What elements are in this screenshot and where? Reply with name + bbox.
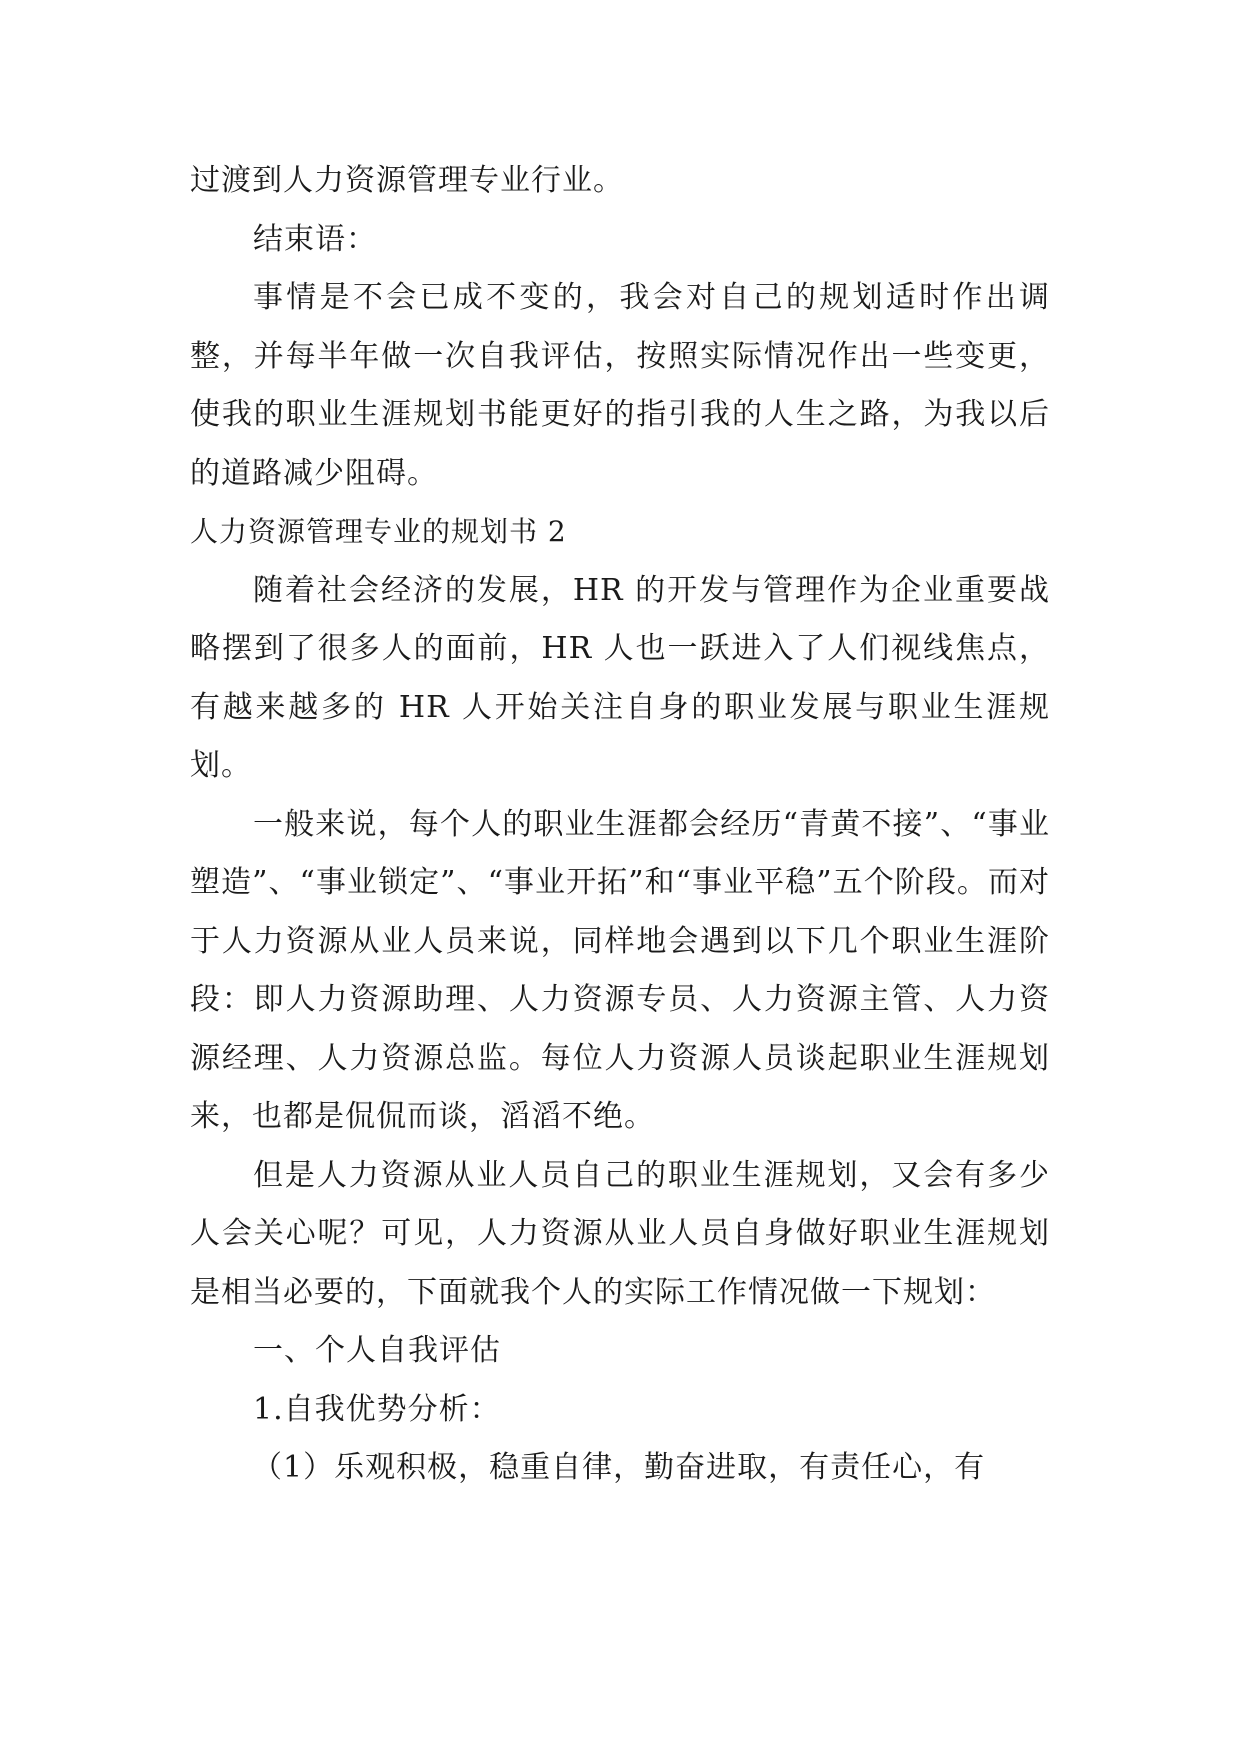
self-assessment-heading: 一、个人自我评估 bbox=[253, 1333, 501, 1368]
career-stages-paragraph: 一般来说，每个人的职业生涯都会经历“青黄不接”、“事业塑造”、“事业锁定”、“事业开拓”和“事业平稳”五个阶段。而对于人力资源从业人员来说，同样地会遇到以下几个职业生涯阶段：即人力资源助理、人力资源专员、人力资源主管、人力资源经理、人力资源总监。每位人力资源人员谈起职业生涯规划来，也都是侃侃而谈，滔滔不绝。 bbox=[190, 806, 1050, 1134]
strength-analysis-heading: 1.自我优势分析： bbox=[253, 1391, 501, 1427]
intro-paragraph: 随着社会经济的发展，HR 的开发与管理作为企业重要战略摆到了很多人的面前，HR 人也一跃进入了人们视线焦点，有越来越多的 HR 人开始关注自身的职业发展与职业生涯规划。 bbox=[190, 572, 1050, 783]
section-title: 人力资源管理专业的规划书 2 bbox=[190, 515, 567, 548]
conclusion-heading: 结束语： bbox=[253, 221, 377, 257]
document-body bbox=[190, 152, 1050, 1498]
necessity-paragraph: 但是人力资源从业人员自己的职业生涯规划，又会有多少人会关心呢？可见，人力资源从业人员自身做好职业生涯规划是相当必要的，下面就我个人的实际工作情况做一下规划： bbox=[190, 1157, 1050, 1310]
conclusion-paragraph: 事情是不会已成不变的，我会对自己的规划适时作出调整，并每半年做一次自我评估，按照实际情况作出一些变更，使我的职业生涯规划书能更好的指引我的人生之路，为我以后的道路减少阻碍。 bbox=[190, 280, 1050, 491]
strength-item-1: （1）乐观积极，稳重自律，勤奋进取，有责任心，有 bbox=[252, 1450, 986, 1485]
paragraph-continuation: 过渡到人力资源管理专业行业。 bbox=[190, 163, 624, 198]
